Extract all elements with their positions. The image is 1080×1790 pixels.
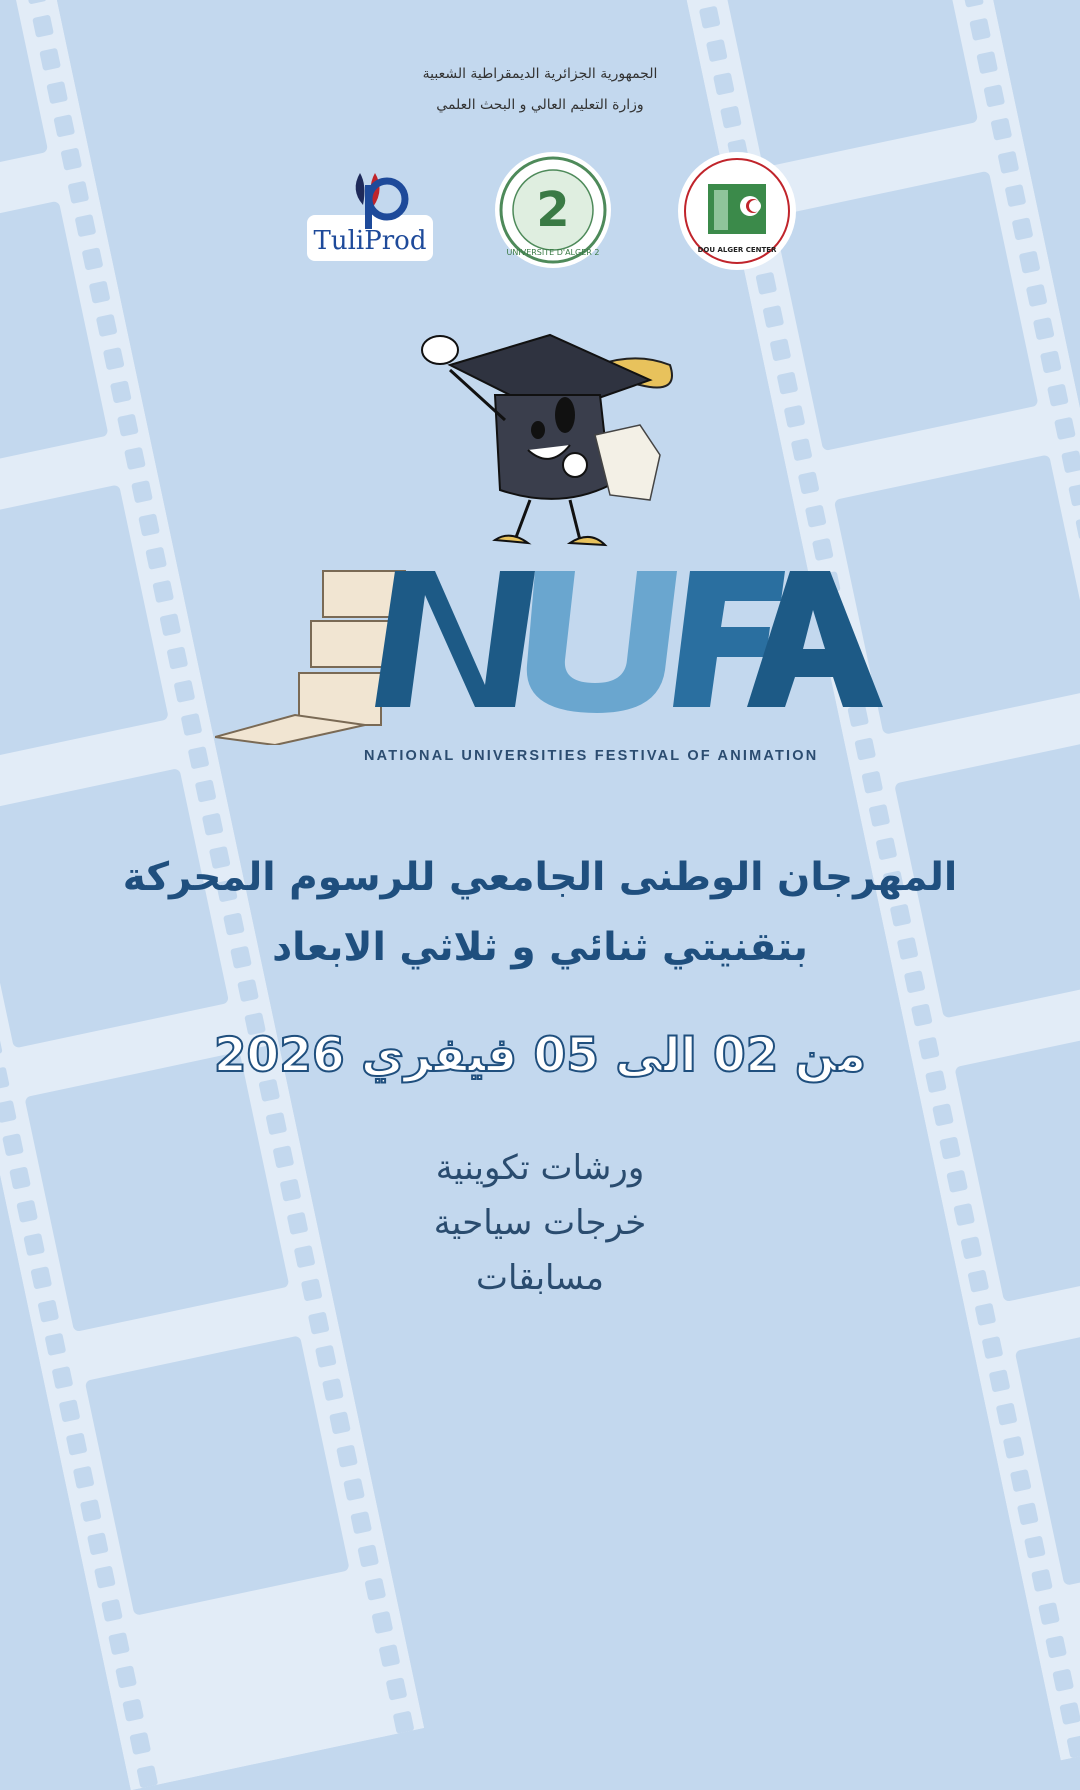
activity-tours: خرجات سياحية [433, 1203, 647, 1243]
tuliprod-text: TuliProd [313, 226, 427, 256]
nufa-subtitle: NATIONAL UNIVERSITIES FESTIVAL OF ANIMATION [364, 748, 819, 764]
festival-title-line1: المهرجان الوطنى الجامعي للرسوم المحركة [122, 855, 958, 900]
dou-alger-center-logo [676, 150, 798, 272]
university-alger2-logo [493, 150, 613, 270]
nufa-logo [215, 565, 895, 745]
festival-title-line2: بتقنيتي ثنائي و ثلاثي الابعاد [272, 925, 808, 970]
header-ministry: وزارة التعليم العالي و البحث العلمي [436, 97, 644, 113]
dou-text: DOU ALGER CENTER [697, 246, 777, 254]
tuliprod-logo [305, 165, 435, 265]
university-text: UNIVERSITE D'ALGER 2 [506, 248, 600, 257]
mascot-illustration [410, 325, 690, 555]
svg-text:2: 2 [536, 182, 570, 238]
festival-dates: من 02 الى 05 فيفري 2026 [213, 1028, 867, 1083]
activity-competitions: مسابقات [476, 1258, 604, 1298]
activity-workshops: ورشات تكوينية [435, 1148, 645, 1188]
header-republic: الجمهورية الجزائرية الديمقراطية الشعبية [422, 66, 658, 82]
